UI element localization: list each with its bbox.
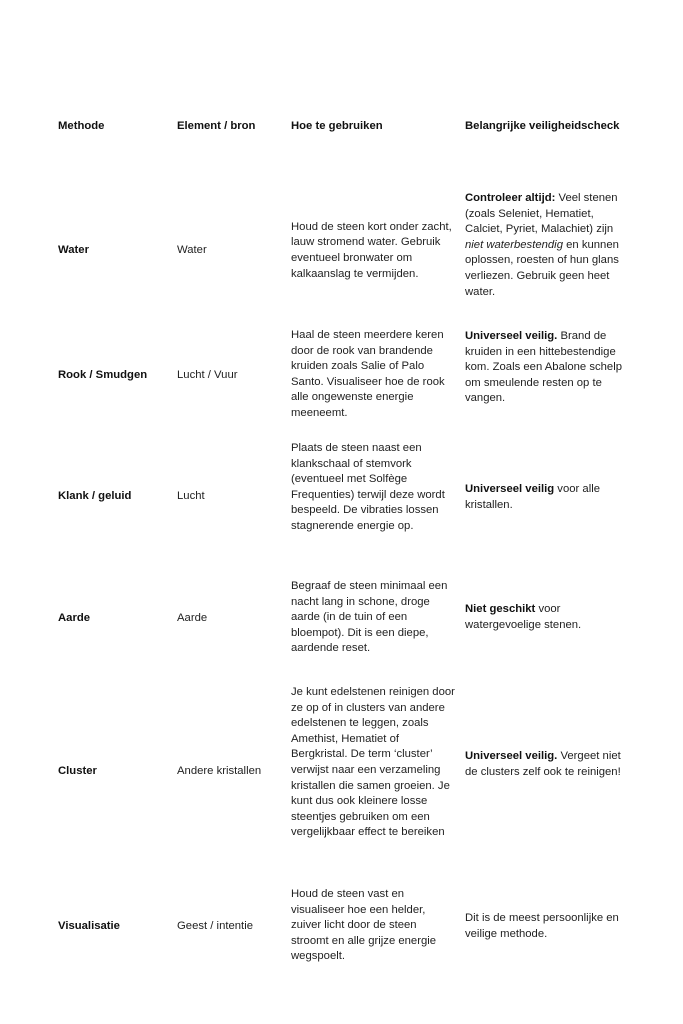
row-water-safety [465,191,627,300]
usage-text: Houd de steen kort onder zacht, lauw stromend water. Gebruik eventueel bronwater om kalkaanslag te vermijden. [291,220,452,280]
usage-text: Houd de steen vast en visualiseer hoe een helder, zuiver licht door de steen stroomt en alle grijze energie wegspoelt. [291,888,437,963]
row-earth-method [58,579,173,659]
row-sound-method [58,441,173,553]
row-visualisation-element [177,887,285,967]
row-visualisation-method [58,887,173,967]
method-text: Water [58,244,89,257]
row-cluster-element [177,685,285,859]
usage-text: Begraaf de steen minimaal een nacht lang in schone, droge aarde (in de tuin of een bloempot). Dit is een diepe, aardende reset. [291,580,448,655]
header-usage-text: Hoe te gebruiken [291,120,383,133]
element-text: Lucht / Vuur [177,369,238,382]
safety-text: voor alle kristallen. [465,483,601,511]
row-smoke-method [58,328,173,424]
row-earth-element [177,579,285,659]
safety-text: Veel stenen (zoals Seleniet, Hematiet, Calciet, Pyriet, Malachiet) zijn [465,192,618,236]
row-cluster-usage [291,685,457,841]
row-water-element [177,191,285,311]
safety-text: voor watergevoelige stenen. [465,603,582,631]
row-water-method [58,191,173,311]
element-text: Andere kristallen [177,765,262,778]
safety-italic-text: niet waterbestendig [465,238,563,251]
row-visualisation-safety [465,911,627,942]
method-text: Visualisatie [58,920,120,933]
header-usage [291,110,457,144]
row-water-usage [291,191,457,311]
header-safety [465,110,627,144]
method-text: Aarde [58,612,91,625]
row-sound-usage [291,441,457,535]
element-text: Water [177,244,207,257]
row-cluster-safety [465,749,627,780]
safety-text: Vergeet niet de clusters zelf ook te reinigen! [465,750,621,778]
header-element [177,110,285,144]
header-element-text: Element / bron [177,120,256,133]
header-method [58,110,173,144]
row-smoke-element [177,328,285,424]
element-text: Aarde [177,612,208,625]
row-smoke-safety [465,329,627,407]
method-text: Klank / geluid [58,490,132,503]
usage-text: Haal de steen meerdere keren door de rook van brandende kruiden zoals Salie of Palo Santo. Visualiseer hoe de rook alle ongewenste energie meeneemt. [291,329,445,419]
row-sound-element [177,441,285,553]
safety-bold-text: Controleer altijd: [465,192,556,204]
crystal-cleansing-table [58,0,638,1024]
safety-bold-text: Universeel veilig. [465,750,558,762]
row-smoke-usage [291,328,457,422]
safety-bold-text: Universeel veilig. [465,330,558,342]
row-sound-safety [465,482,627,513]
method-text: Rook / Smudgen [58,369,148,382]
row-visualisation-usage [291,887,457,965]
safety-text: Brand de kruiden in een hittebestendige kom. Zoals een Abalone schelp om smeulende resten op te vangen. [465,330,622,405]
row-cluster-method [58,685,173,859]
header-safety-text: Belangrijke veiligheidscheck [465,120,620,133]
row-earth-safety [465,602,627,633]
safety-text: en kunnen oplossen, roesten of hun glans verliezen. Gebruik geen heet water. [465,238,619,298]
row-earth-usage [291,579,457,657]
safety-bold-text: Universeel veilig [465,483,555,495]
safety-bold-text: Niet geschikt [465,603,536,615]
element-text: Geest / intentie [177,920,253,933]
method-text: Cluster [58,765,97,778]
safety-text: Dit is de meest persoonlijke en veilige methode. [465,912,619,940]
element-text: Lucht [177,490,205,503]
header-method-text: Methode [58,120,105,133]
usage-text: Je kunt edelstenen reinigen door ze op of in clusters van andere edelstenen te leggen, zoals Amethist, Hematiet of Bergkristal. De term ‘cluster’ verwijst naar een verzameling kristallen die samen groeien. Je kunt dus ook kleinere losse steentjes gebruiken om een vergelijkbaar effect te bereiken [291,686,455,839]
usage-text: Plaats de steen naast een klankschaal of stemvork (eventueel met Solfège Frequenties) terwijl deze wordt bespeeld. De vibraties lossen stagnerende energie op. [291,442,445,532]
